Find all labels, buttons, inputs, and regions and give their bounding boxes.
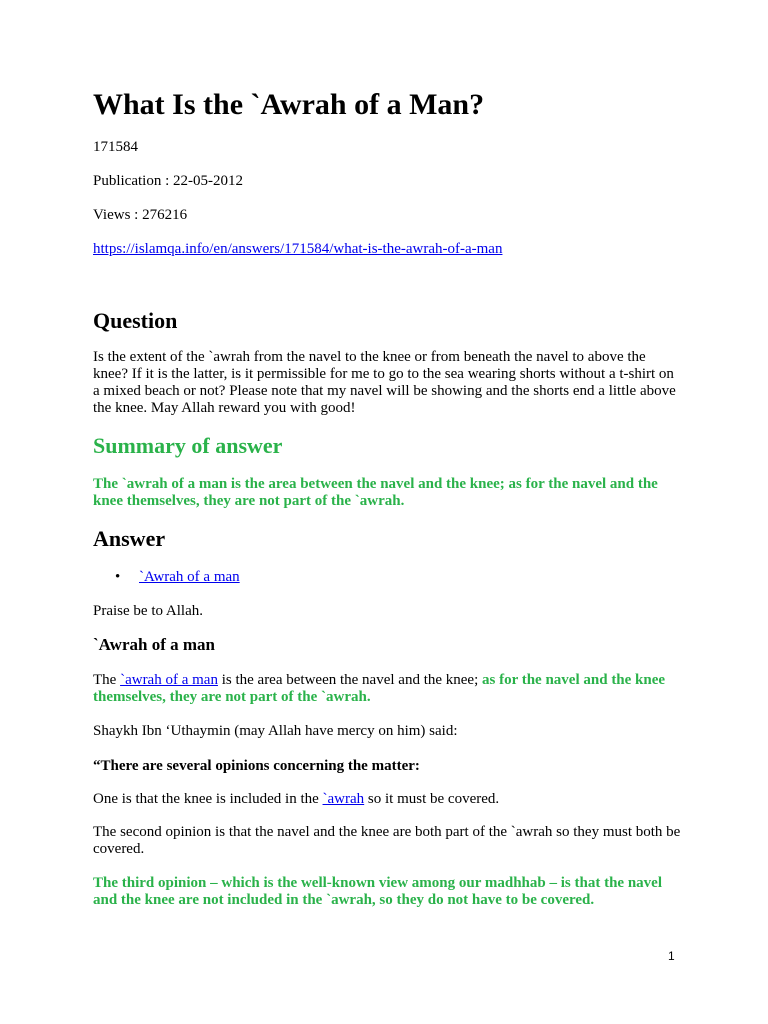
opinion-1-pre-text: One is that the knee is included in the [93, 791, 323, 807]
answer-subheading: `Awrah of a man [93, 635, 215, 654]
summary-text: The `awrah of a man is the area between the navel and the knee; as for the navel and the knee themselves, they are not part of the `awrah. [93, 476, 658, 509]
page-number: 1 [668, 949, 675, 963]
shaykh-attribution: Shaykh Ibn ‘Uthaymin (may Allah have mercy on him) said: [93, 723, 458, 739]
views-count: Views : 276216 [93, 207, 188, 223]
quote-intro: “There are several opinions concerning the matter: [93, 758, 420, 774]
p1-highlight-text: as for the navel and the knee themselves, they are not part of the `awrah. [93, 672, 666, 705]
p1-mid-text: is the area between the navel and the knee; [217, 672, 482, 688]
praise-text: Praise be to Allah. [93, 603, 203, 619]
toc-list-item [93, 568, 683, 586]
answer-paragraph-1 [93, 672, 683, 706]
question-heading: Question [93, 308, 178, 333]
article-id: 171584 [93, 139, 138, 155]
source-url-link[interactable]: https://islamqa.info/en/answers/171584/what-is-the-awrah-of-a-man [93, 241, 503, 257]
awrah-of-a-man-link[interactable]: `awrah of a man [120, 672, 218, 688]
opinion-2: The second opinion is that the navel and the knee are both part of the `awrah so they must both be covered. [93, 824, 681, 857]
publication-date: Publication : 22-05-2012 [93, 173, 243, 189]
summary-heading: Summary of answer [93, 433, 283, 458]
p1-pre-text: The [93, 672, 121, 688]
awrah-link[interactable]: `awrah [322, 791, 365, 807]
opinion-1-post-text: so it must be covered. [364, 791, 500, 807]
opinion-3: The third opinion – which is the well-known view among our madhhab – is that the navel and the knee are not included in the `awrah, so they do not have to be covered. [93, 875, 662, 908]
page-title: What Is the `Awrah of a Man? [93, 88, 485, 121]
opinion-1 [93, 790, 499, 808]
answer-heading: Answer [93, 526, 166, 551]
toc-link-awrah-of-a-man[interactable]: `Awrah of a man [139, 569, 240, 585]
question-text: Is the extent of the `awrah from the navel to the knee or from beneath the navel to above the knee? If it is the latter, is it permissible for me to go to the sea wearing shorts without a t-shirt on a mixed beach or not? Please note that my navel will be showing and the shorts end a little above the knee. May Allah reward you with good! [93, 349, 676, 416]
bullet-icon: • [115, 569, 121, 585]
